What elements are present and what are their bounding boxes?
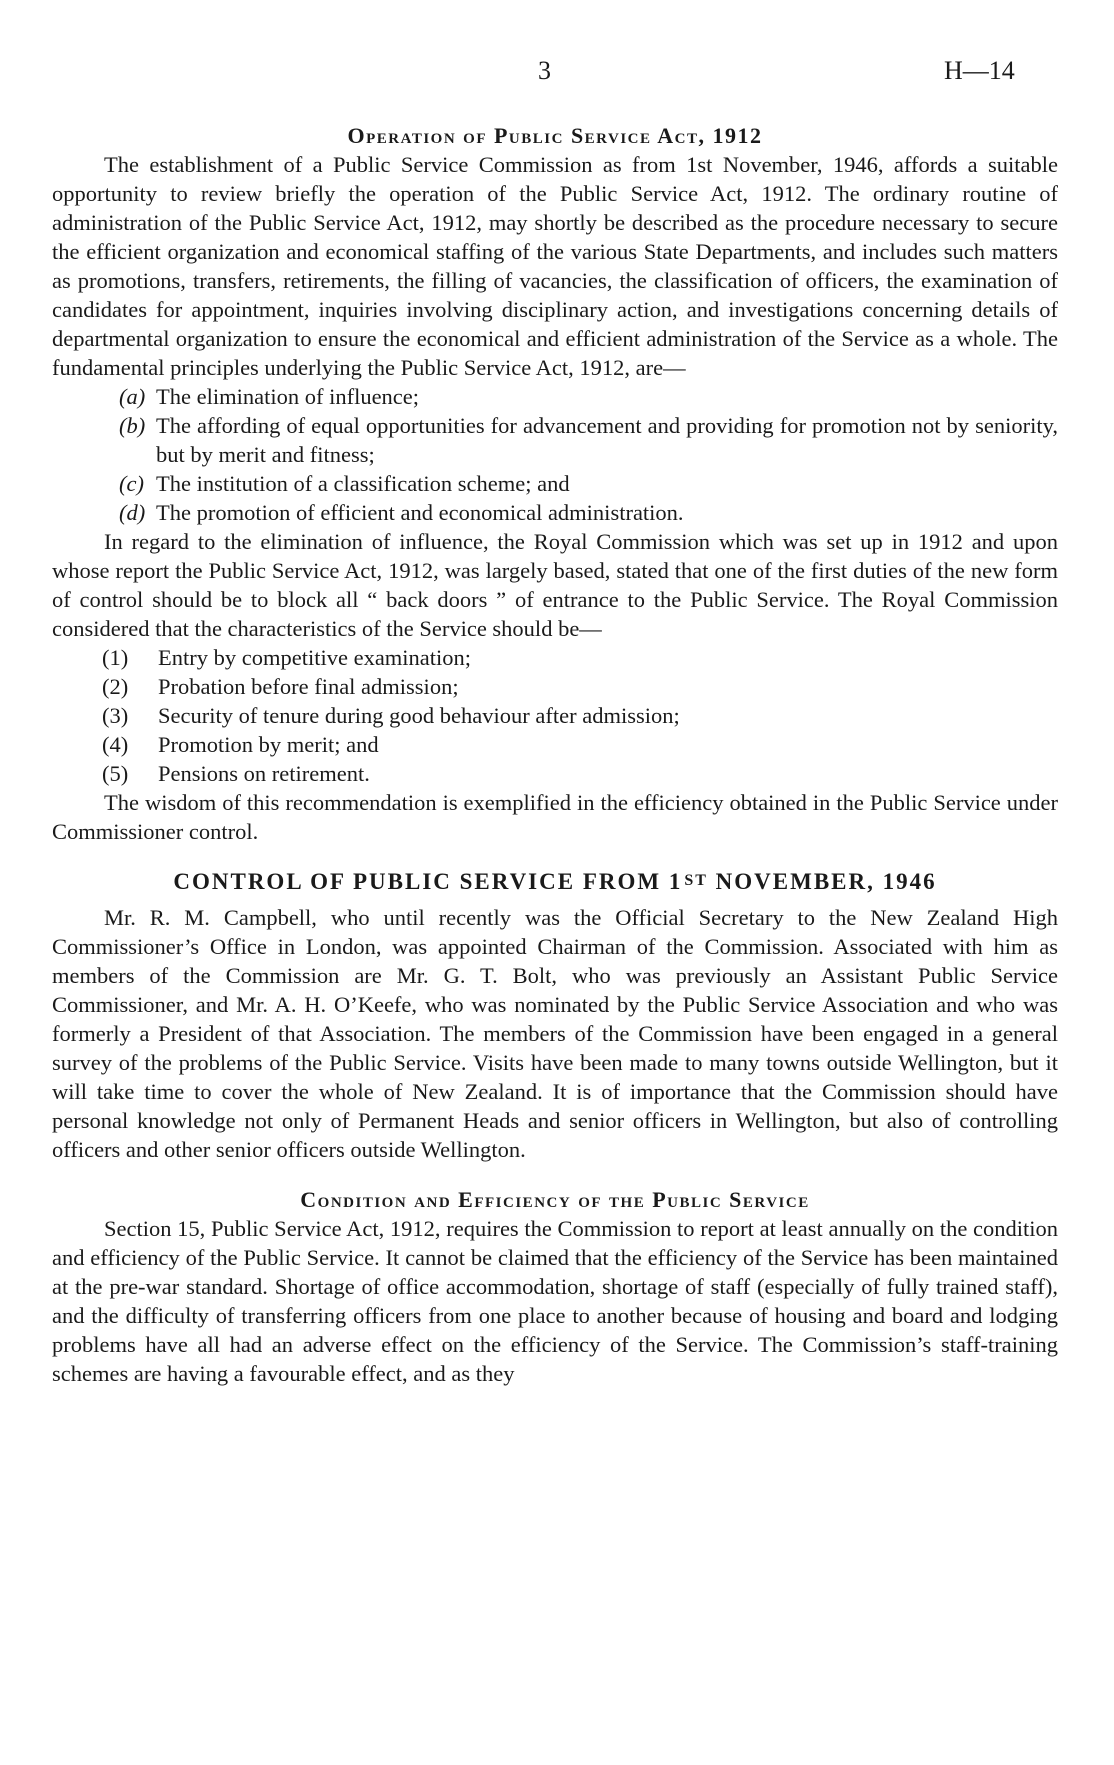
list-item <box>52 643 1058 672</box>
list-item <box>52 730 1058 759</box>
paragraph-operation-intro: The establishment of a Public Service Commission as from 1st November, 1946, affords a suitable opportunity to review briefly the operation of the Public Service Act, 1912. The ordinary routine of administration of the Public Service Act, 1912, may shortly be described as the procedure necessary to secure the efficient organization and economical staffing of the various State Departments, and includes such matters as promotions, transfers, retirements, the filling of vacancies, the classification of officers, the examination of candidates for appointment, inquiries involving disciplinary action, and investigations concerning details of departmental organization to ensure the economical and efficient administration of the Service as a whole. The fundamental principles underlying the Public Service Act, 1912, are— <box>52 152 1058 380</box>
list-item-text: Probation before final admission; <box>158 674 459 699</box>
paragraph-commission-members: Mr. R. M. Campbell, who until recently was the Official Secretary to the New Zealand High Commissioner’s Office in London, was appointed Chairman of the Commission. Associated with him as members of the Commission are Mr. G. T. Bolt, who was previously an Assistant Public Service Commissioner, and Mr. A. H. O’Keefe, who was nominated by the Public Service Association and who was formerly a President of that Association. The members of the Commission have been engaged in a general survey of the problems of the Public Service. Visits have been made to many towns outside Wellington, but it will take time to cover the whole of New Zealand. It is of importance that the Commission should have personal knowledge not only of Permanent Heads and senior officers in Wellington, but also of controlling officers and other senior officers outside Wellington. <box>52 905 1058 1162</box>
list-item <box>52 759 1058 788</box>
list-marker: (a) <box>119 384 146 409</box>
list-marker: (d) <box>119 500 146 525</box>
list-item <box>52 382 1058 411</box>
list-item <box>52 411 1058 469</box>
heading-text: NOVEMBER, 1946 <box>707 869 937 894</box>
list-item-text: The affording of equal opportunities for advancement and providing for promotion not by seniority, but by merit and fitness; <box>156 413 1058 467</box>
list-marker: (c) <box>119 471 144 496</box>
list-item <box>52 498 1058 527</box>
document-page <box>52 0 1058 1388</box>
running-header <box>52 0 1058 100</box>
list-marker: (2) <box>102 674 129 699</box>
list-item <box>52 469 1058 498</box>
list-item <box>52 701 1058 730</box>
list-marker: (b) <box>119 413 146 438</box>
section-heading-control <box>52 866 1058 897</box>
series-code: H—14 <box>944 56 1015 85</box>
heading-text: CONTROL OF PUBLIC SERVICE FROM 1 <box>173 869 683 894</box>
principles-list <box>52 382 1058 527</box>
list-item-text: The institution of a classification scheme; and <box>156 471 570 496</box>
list-item-text: Promotion by merit; and <box>158 732 379 757</box>
section-heading-operation: Operation of Public Service Act, 1912 <box>347 123 763 148</box>
page-number: 3 <box>538 56 551 85</box>
list-item-text: Security of tenure during good behaviour after admission; <box>158 703 680 728</box>
paragraph-wisdom: The wisdom of this recommendation is exemplified in the efficiency obtained in the Public Service under Commissioner control. <box>52 790 1058 844</box>
list-marker: (5) <box>102 761 129 786</box>
list-item-text: The promotion of efficient and economical administration. <box>156 500 684 525</box>
list-item-text: Pensions on retirement. <box>158 761 370 786</box>
characteristics-list <box>52 643 1058 788</box>
list-item <box>52 672 1058 701</box>
list-item-text: The elimination of influence; <box>156 384 420 409</box>
list-marker: (3) <box>102 703 129 728</box>
list-marker: (1) <box>102 645 129 670</box>
list-item-text: Entry by competitive examination; <box>158 645 472 670</box>
section-heading-condition: Condition and Efficiency of the Public Service <box>300 1187 810 1212</box>
heading-ordinal-suffix: ST <box>684 872 708 889</box>
paragraph-royal-commission: In regard to the elimination of influence, the Royal Commission which was set up in 1912 and upon whose report the Public Service Act, 1912, was largely based, stated that one of the first duties of the new form of control should be to block all “ back doors ” of entrance to the Public Service. The Royal Commission considered that the characteristics of the Service should be— <box>52 529 1058 641</box>
list-marker: (4) <box>102 732 129 757</box>
paragraph-condition: Section 15, Public Service Act, 1912, requires the Commission to report at least annually on the condition and efficiency of the Public Service. It cannot be claimed that the efficiency of the Service has been maintained at the pre-war standard. Shortage of office accommodation, shortage of staff (especially of fully trained staff), and the difficulty of transferring officers from one place to another because of housing and board and lodging problems have all had an adverse effect on the efficiency of the Service. The Commission’s staff-training schemes are having a favourable effect, and as they <box>52 1216 1058 1386</box>
